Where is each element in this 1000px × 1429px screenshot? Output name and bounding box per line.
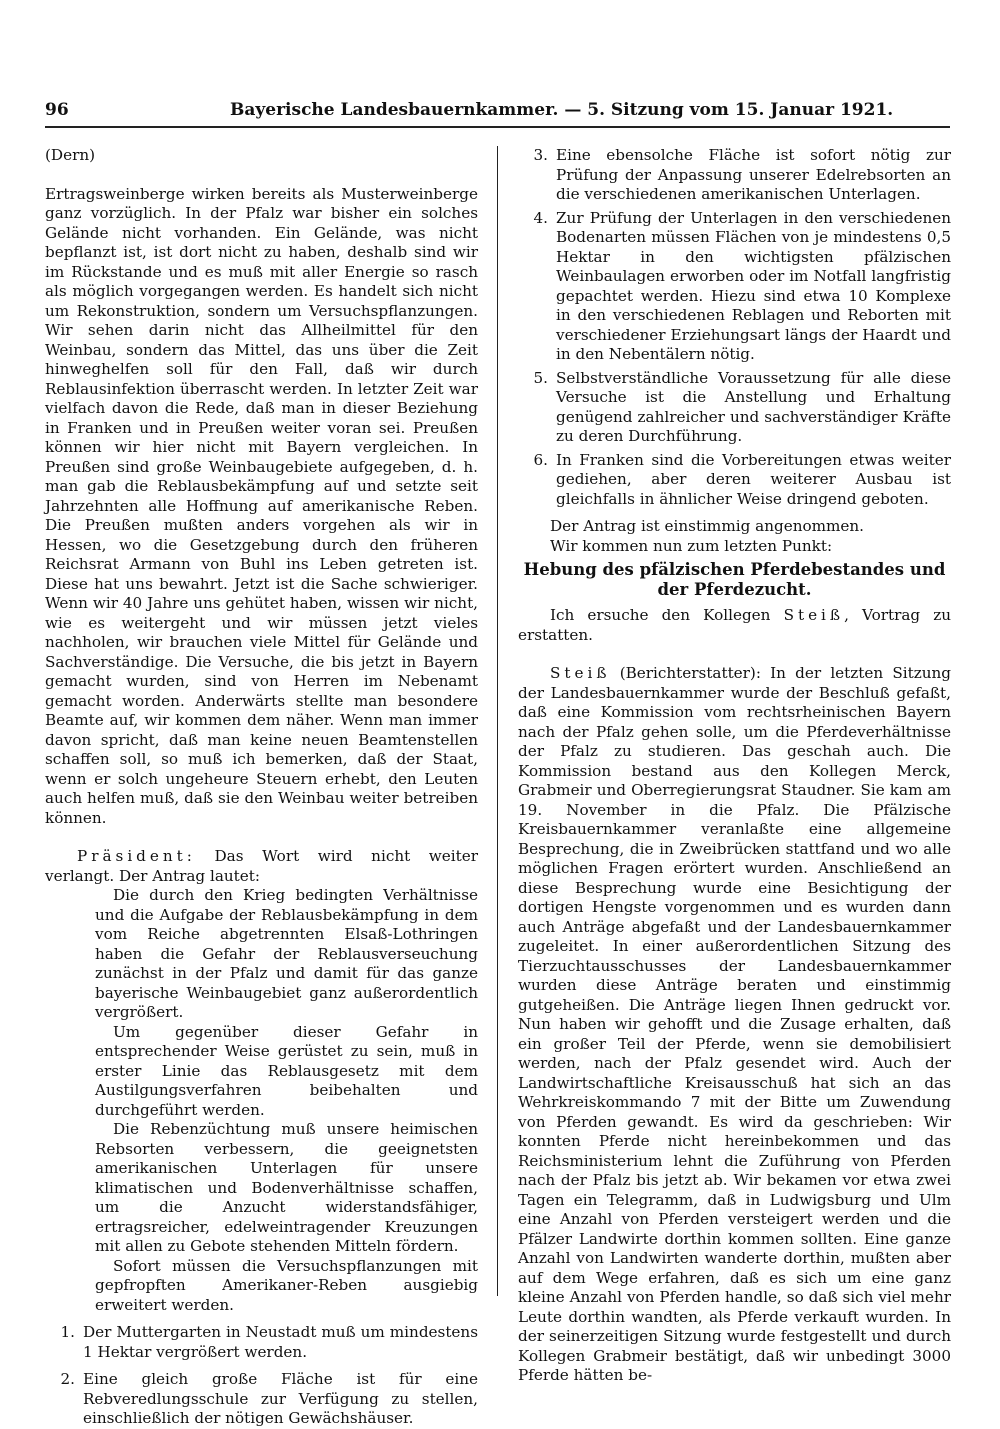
rapporteur-text: (Berichterstatter): In der letzten Sitzung der Landesbauernkammer wurde der Beschluß gefaßt, daß eine Kommission vom rechtsrheinischen Bayern nach der Pfalz gehen solle, um die Pferdeverhältnisse der Pfalz zu studieren. Das geschah auch. Die Kommission bestand aus den Kollegen Merck, Grabmeir und Oberregierungsrat Staudner. Sie kam am 19. November in die Pfalz. Die Pfälzische Kreisbauernkammer veranlaßte eine allgemeine Besprechung, die in Zweibrücken stattfand und wo alle möglichen Fragen erörtert wurden. Anschließend an diese Besprechung wurde eine Besichtigung der dortigen Hengste vorgenommen und es wurden dann auch Anträge abgefaßt und der Landesbauernkammer zugeleitet. In einer außerordentlichen Sitzung des Tierzuchtausschusses der Landesbauernkammer wurden diese Anträge beraten und einstimmig gutgeheißen. Die Anträge liegen Ihnen gedruckt vor. Nun haben wir gehofft und die Zusage erhalten, daß ein großer Teil der Pferde, wenn sie demobilisiert werden, nach der Pfalz gesendet wird. Auch der Landwirtschaftliche Kreisausschuß hat sich an das Wehrkreiskommando 7 mit der Bitte um Zuwendung von Pferden gewandt. Es wird da geschrieben: Wir konnten Pferde nicht hereinbekommen und das Reichsministerium lehnt die Zuführung von Pferden nach der Pfalz bis jetzt ab. Wir bekamen vor etwa zwei Tagen ein Telegramm, daß in Ludwigsburg und Ulm eine Anzahl von Pferden versteigert werden und die Pfälzer Landwirte dorthin kommen sollten. Eine ganze Anzahl von Landwirten wanderte dorthin, mußten aber auf dem Wege erfahren, daß es sich um eine ganz kleine Anzahl von Pferden handle, so daß sich viel mehr Leute dorthin wandten, als Pferde verkauft wurden. In der seinerzeitigen Sitzung wurde festgestellt und durch Kollegen Grabmeir bestätigt, daß wir unbedingt 3000 Pferde hätten be- bbox=[518, 664, 951, 1384]
motion-item-5 bbox=[518, 369, 951, 447]
motion-item-4 bbox=[518, 209, 951, 365]
motion-accepted: Der Antrag ist einstimmig angenommen. bbox=[550, 517, 865, 535]
speech-paragraph: Ertragsweinberge wirken bereits als Musterweinberge ganz vorzüglich. In der Pfalz war bisher ein solches Gelände nicht vorhanden. Ein Gelände, was nicht bepflanzt ist, ist dort nicht zu haben, deshalb sind wir im Rückstande und es muß mit aller Energie so rasch als möglich vorgegangen werden. Es handelt sich nicht um Rekonstruktion, sondern um Versuchspflanzungen. Wir sehen darin nicht das Allheilmittel für den Weinbau, sondern das Mittel, das uns über die Zeit hinweghelfen soll für den Fall, daß wir durch Reblausinfektion überrascht werden. In letzter Zeit war vielfach davon die Rede, daß man in dieser Beziehung in Franken und in Preußen weiter voran sei. Preußen können wir hier nicht mit Bayern vergleichen. In Preußen sind große Weinbaugebiete aufgegeben, d. h. man gab die Reblausbekämpfung auf und setzte seit Jahrzehnten alle Hoffnung auf amerikanische Reben. Die Preußen mußten anders vorgehen als wir in Hessen, wo die Gesetzgebung durch den früheren Reichsrat Armann von Buhl ins Leben getreten ist. Diese hat uns bewahrt. Jetzt ist die Sache schwieriger. Wenn wir 40 Jahre uns gehütet haben, wissen wir nicht, wie es weitergeht und wir müssen jetzt vieles nachholen, wir brauchen viele Mittel für Gelände und Sachverständige. Die Versuche, die bis jetzt in Bayern gemacht wurden, sind von Herren im Nebenamt gemacht worden. Anderwärts stellte man besondere Beamte auf, wir kommen dem näher. Wenn man immer davon spricht, daß man keine neuen Beamtenstellen schaffen soll, so muß ich bemerken, daß der Staat, wenn er solch ungeheure Steuern erhebt, den Leuten auch helfen muß, daß sie den Weinbau weiter betreiben können. bbox=[45, 184, 478, 827]
left-column bbox=[45, 146, 478, 1429]
request-paragraph bbox=[518, 606, 951, 645]
rapporteur-name: Steiß bbox=[550, 664, 611, 682]
header-rule bbox=[45, 126, 950, 128]
request-text-end: , Vortrag zu erstatten. bbox=[518, 606, 951, 644]
running-title: Bayerische Landesbauernkammer. — 5. Sitzung vom 15. Januar 1921. bbox=[230, 100, 894, 120]
column-divider bbox=[497, 146, 498, 1296]
spacer bbox=[518, 645, 951, 664]
item-number: 5. bbox=[533, 368, 548, 387]
section-heading: Hebung des pfälzischen Pferdebestandes und der Pferdezucht. bbox=[523, 560, 946, 599]
motion-paragraph-4: Sofort müssen die Versuchspflanzungen mit gepfropften Amerikaner-Reben ausgiebig erweitert werden. bbox=[95, 1256, 478, 1314]
speaker-tag: (Dern) bbox=[45, 146, 96, 164]
president-name: Präsident: bbox=[77, 847, 196, 865]
item-text: Zur Prüfung der Unterlagen in den verschiedenen Bodenarten müssen Flächen von je mindestens 0,5 Hektar in den wichtigsten pfälzischen Weinbaulagen erworben oder im Notfall langfristig gepachtet werden. Hiezu sind etwa 10 Komplexe in den verschiedenen Reblagen und Reborten mit verschiedener Erziehungsart längs der Haardt und in den Nebentälern nötig. bbox=[556, 208, 951, 363]
page-header bbox=[45, 100, 894, 124]
item-text: Der Muttergarten in Neustadt muß um mindestens 1 Hektar vergrößert werden. bbox=[83, 1323, 478, 1361]
motion-item-1 bbox=[45, 1323, 478, 1362]
item-number: 3. bbox=[533, 146, 548, 164]
motion-item-2 bbox=[45, 1370, 478, 1429]
motion-text bbox=[45, 886, 478, 1315]
item-text: Eine gleich große Fläche ist für eine Rebveredlungsschule zur Verfügung zu stellen, einschließlich der nötigen Gewächshäuser. bbox=[83, 1370, 478, 1427]
item-number: 2. bbox=[60, 1370, 75, 1388]
item-text: Eine ebensolche Fläche ist sofort nötig zur Prüfung der Anpassung unserer Edelrebsorten an die verschiedenen amerikanischen Unterlagen. bbox=[556, 146, 951, 203]
motion-item-6 bbox=[518, 451, 951, 510]
president-text: Das Wort wird nicht weiter verlangt. Der Antrag lautet: bbox=[45, 847, 478, 885]
last-point: Wir kommen nun zum letzten Punkt: bbox=[550, 536, 833, 555]
spacer bbox=[45, 828, 478, 847]
motion-paragraph-2: Um gegenüber dieser Gefahr in entsprechender Weise gerüstet zu sein, muß in erster Linie das Reblausgesetz mit dem Austilgungsverfahren beibehalten und durchgeführt werden. bbox=[95, 1022, 478, 1119]
item-text: In Franken sind die Vorbereitungen etwas weiter gediehen, aber deren weiterer Ausbau ist gleichfalls in ähnlicher Weise dringend geboten. bbox=[556, 450, 951, 508]
motion-paragraph-1: Die durch den Krieg bedingten Verhältnisse und die Aufgabe der Reblausbekämpfung in dem vom Reiche abgetrennten Elsaß-Lothringen haben die Gefahr der Reblausverseuchung zunächst in der Pfalz und damit für das ganze bayerische Weinbaugebiet ganz außerordentlich vergrößert. bbox=[95, 886, 478, 1021]
request-text: Ich ersuche den Kollegen bbox=[550, 606, 784, 624]
president-paragraph bbox=[45, 847, 478, 886]
item-number: 1. bbox=[60, 1323, 75, 1341]
right-column bbox=[518, 146, 951, 1386]
page-number: 96 bbox=[45, 100, 69, 120]
item-number: 4. bbox=[533, 208, 548, 227]
request-name: Steiß bbox=[783, 606, 845, 624]
spacer bbox=[45, 166, 478, 185]
motion-item-3 bbox=[518, 146, 951, 205]
item-number: 6. bbox=[533, 450, 548, 469]
rapporteur-paragraph bbox=[518, 664, 951, 1386]
item-text: Selbstverständliche Voraussetzung für alle diese Versuche ist die Anstellung und Erhaltung genügend zahlreicher und sachverständiger Kräfte zu deren Durchführung. bbox=[556, 368, 951, 445]
motion-paragraph-3: Die Rebenzüchtung muß unsere heimischen Rebsorten verbessern, die geeignetsten amerikanischen Unterlagen für unsere klimatischen und Bodenverhältnisse schaffen, um die Anzucht widerstandsfähiger, ertragsreicher, edelweintragender Kreuzungen mit allen zu Gebote stehenden Mitteln fördern. bbox=[95, 1120, 478, 1255]
